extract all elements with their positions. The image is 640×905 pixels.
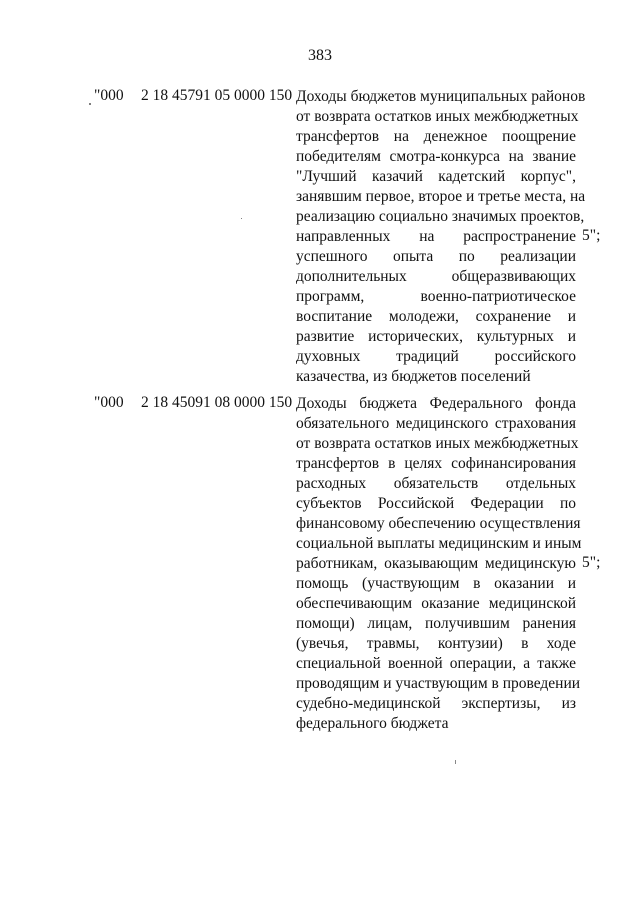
description-line: Доходы бюджетов муниципальных районов <box>296 88 586 105</box>
scan-speck <box>241 218 242 219</box>
scan-mark <box>455 760 456 764</box>
description-line: трансфертов в целях софинансирования <box>296 455 576 472</box>
description-line: обязательного медицинского страхования <box>296 415 576 432</box>
description-line: субъектов Российской Федерации по <box>296 495 576 512</box>
entry-description <box>296 394 582 734</box>
admin-code: "000 <box>94 394 124 411</box>
description-line: расходных обязательств отдельных <box>296 475 576 492</box>
description-line: реализацию социально значимых проектов, <box>296 208 585 225</box>
entry-description <box>296 87 586 387</box>
page-number: 383 <box>308 47 332 64</box>
description-line: успешного опыта по реализации <box>296 248 576 265</box>
description-line: обеспечивающим оказание медицинской <box>296 595 576 612</box>
description-line: направленных на распространение <box>296 228 576 245</box>
closing-suffix: 5"; <box>582 227 601 244</box>
description-line: программ, военно-патриотическое <box>296 288 576 305</box>
description-line: казачества, из бюджетов поселений <box>296 368 531 385</box>
description-line: "Лучший казачий кадетский корпус", <box>296 168 576 185</box>
description-line: Доходы бюджета Федерального фонда <box>296 395 576 412</box>
description-line: специальной военной операции, а также <box>296 655 576 672</box>
description-line: трансфертов на денежное поощрение <box>296 128 576 145</box>
description-line: федерального бюджета <box>296 715 449 732</box>
description-line: духовных традиций российского <box>296 348 576 365</box>
description-line: от возврата остатков иных межбюджетных <box>296 108 579 125</box>
description-line: победителям смотра-конкурса на звание <box>296 148 576 165</box>
budget-classification-code: 2 18 45791 05 0000 150 <box>141 87 293 104</box>
description-line: от возврата остатков иных межбюджетных <box>296 435 579 452</box>
description-line: финансовому обеспечению осуществления <box>296 515 581 532</box>
description-line: социальной выплаты медицинским и иным <box>296 535 582 552</box>
description-line: дополнительных общеразвивающих <box>296 268 576 285</box>
description-line: проводящим и участвующим в проведении <box>296 675 581 692</box>
description-line: помощи) лицам, получившим ранения <box>296 615 576 632</box>
description-line: судебно-медицинской экспертизы, из <box>296 695 576 712</box>
description-line: помощь (участвующим в оказании и <box>296 575 576 592</box>
description-line: развитие исторических, культурных и <box>296 328 576 345</box>
description-line: воспитание молодежи, сохранение и <box>296 308 576 325</box>
description-line: (увечья, травмы, контузии) в ходе <box>296 635 576 652</box>
closing-suffix: 5"; <box>582 554 601 571</box>
admin-code: "000 <box>94 87 124 104</box>
description-line: занявшим первое, второе и третье места, на <box>296 188 586 205</box>
budget-classification-code: 2 18 45091 08 0000 150 <box>141 394 293 411</box>
scan-speck <box>89 103 91 105</box>
description-line: работникам, оказывающим медицинскую <box>296 555 576 572</box>
